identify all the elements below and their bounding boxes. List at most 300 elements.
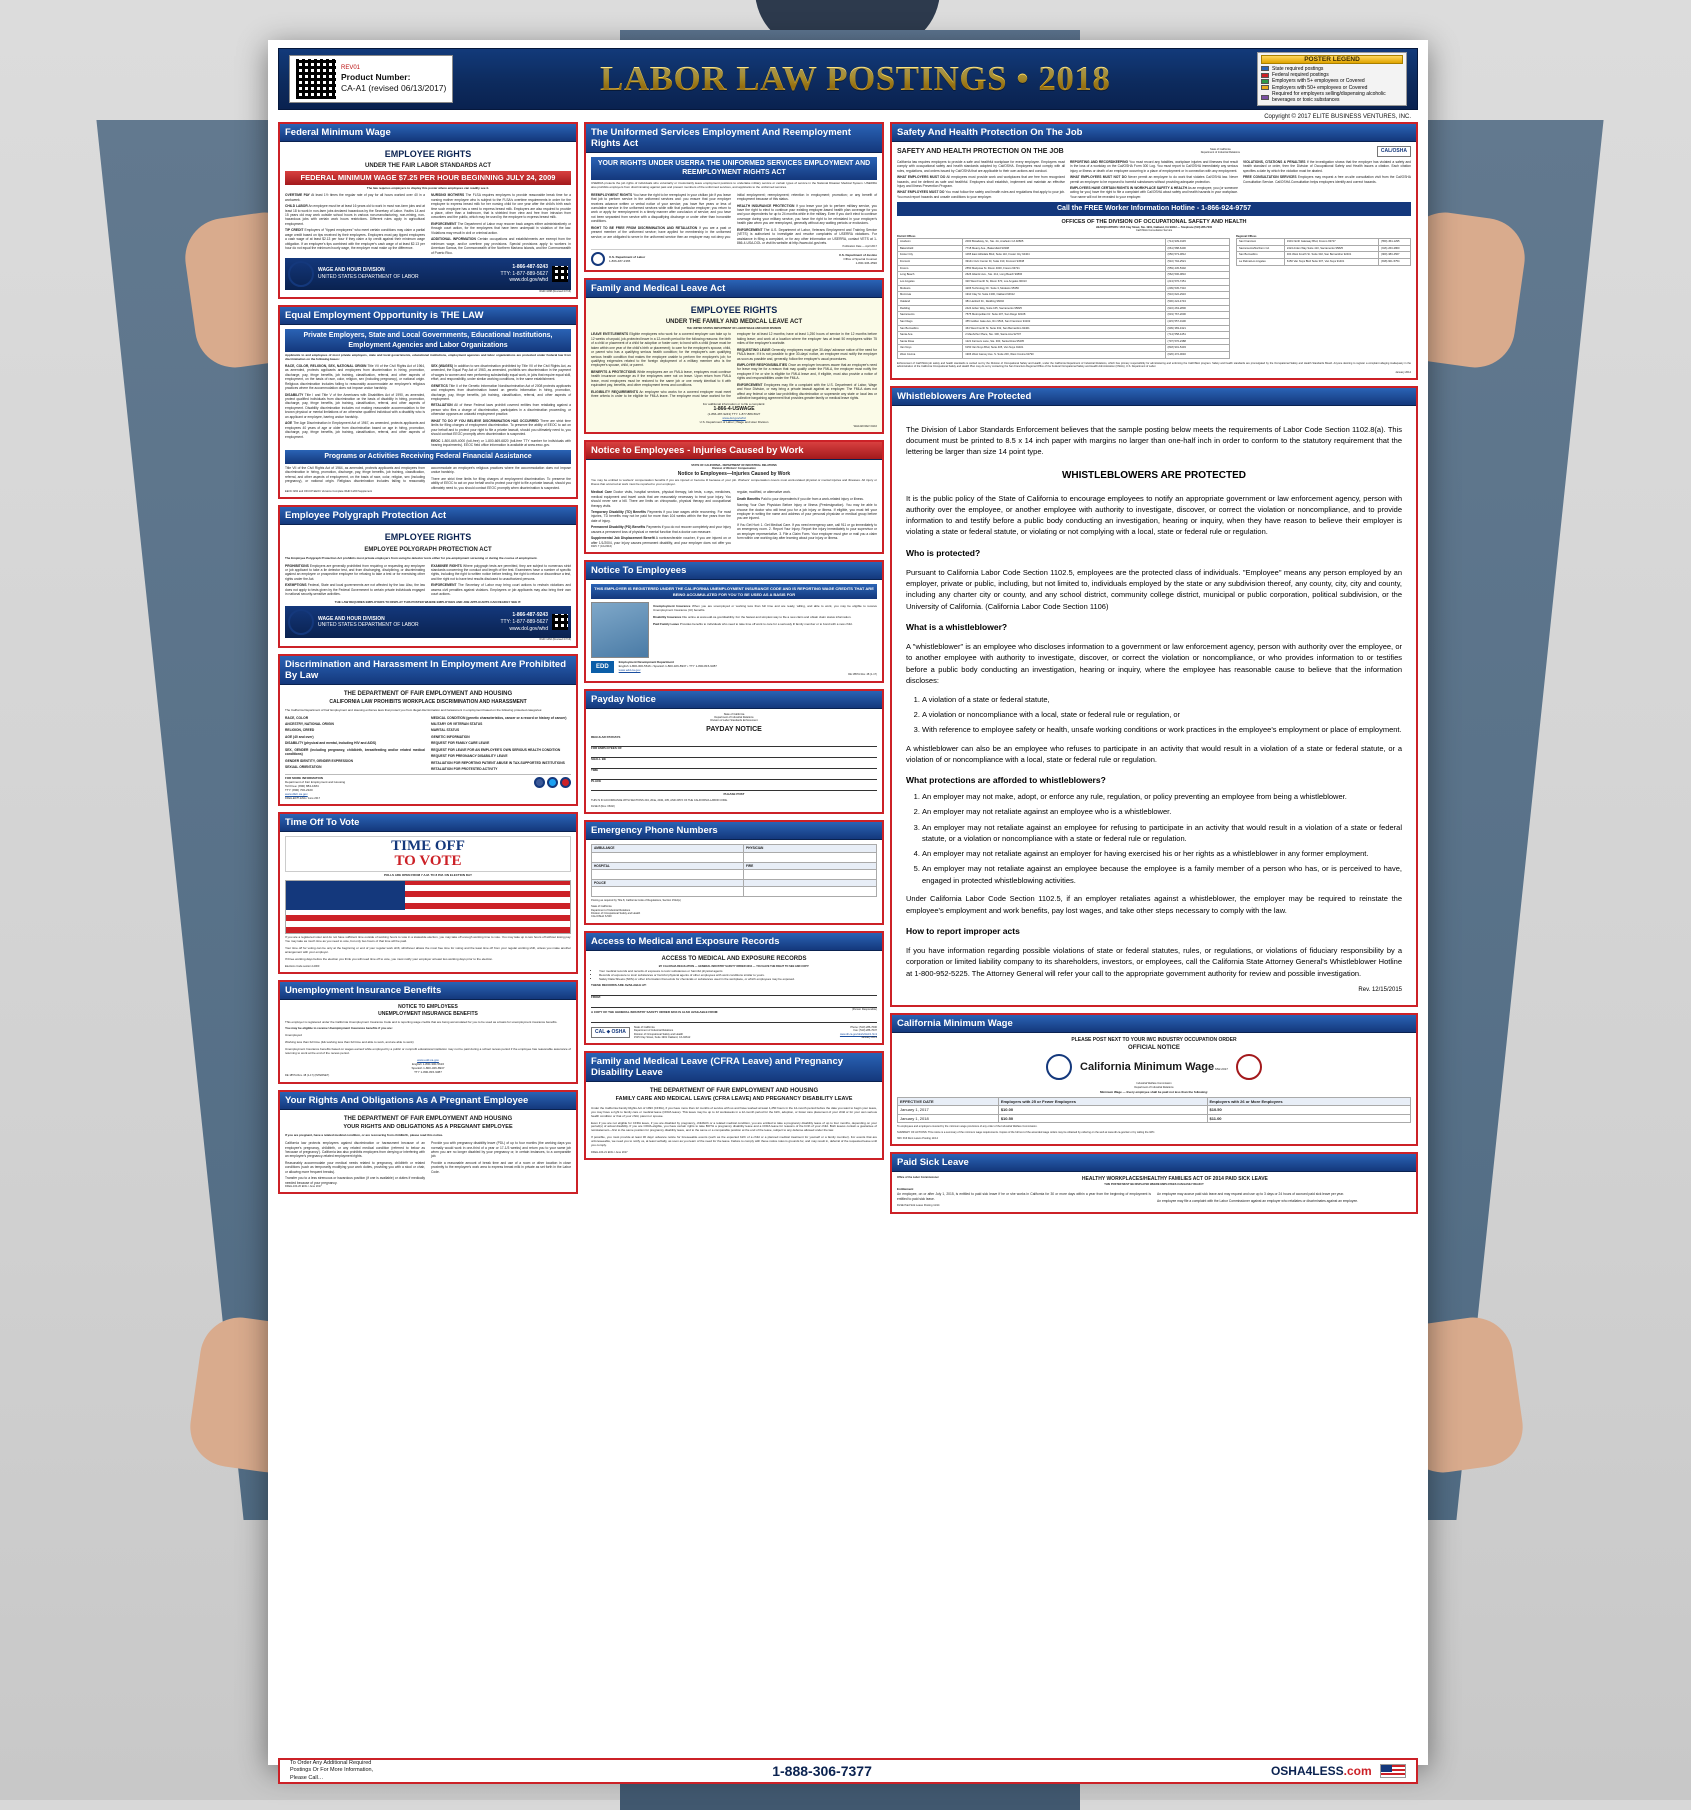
fmla-subheading: UNDER THE FAMILY AND MEDICAL LEAVE ACT xyxy=(665,318,803,325)
acc-date: January 2013 xyxy=(861,1035,877,1039)
legend-title: POSTER LEGEND xyxy=(1261,55,1403,64)
eeo-s6-h: WHAT TO DO IF YOU BELIEVE DISCRIMINATION HAS OCCURRED xyxy=(431,418,539,423)
inj-b4-t: Paid to your dependents if you die from a work-related injury or illness. xyxy=(761,496,864,501)
wb-a2-item-2: 3. With reference to employee safety or health, unsafe working conditions or work practices in the employee's employment or place of employment. xyxy=(922,724,1402,735)
disc-cat-13: REQUEST FOR LEAVE FOR AN EMPLOYEE'S OWN SERIOUS HEALTH CONDITION xyxy=(431,747,561,752)
fmla-web[interactable]: www.dol.gov/whd xyxy=(722,415,746,420)
emerg-input-0[interactable] xyxy=(592,852,744,862)
panel-title-userra: The Uniformed Services Employment And Reemployment Rights Act xyxy=(586,124,882,153)
inj-b3-t: A nontransferable voucher, if you are injured on or after 1/1/2004, your injury causes permanent disability, and your employer does not offer you regular, modified, or alternative work. xyxy=(591,490,792,545)
nte-phone3[interactable]: TTY 1-800-815-9387 xyxy=(689,664,717,669)
disc-cat-2: RELIGION, CREED xyxy=(285,728,315,733)
sh-consult: Cal/OSHA Consultation Service xyxy=(1135,229,1173,233)
payday-pub: DLSE 8 (Rev. 06/02) xyxy=(591,805,615,809)
panel-whistleblower xyxy=(890,386,1418,1007)
sh-office-5-phone[interactable]: (562) 506-0810 xyxy=(1165,272,1229,279)
panel-title-emergency: Emergency Phone Numbers xyxy=(586,822,882,840)
disc-cat-14: REQUEST FOR PREGNANCY DISABILITY LEAVE xyxy=(431,754,508,759)
sh-office-11-name: Sacramento xyxy=(898,312,963,319)
nte-p0-h: Unemployment Insurance xyxy=(653,604,691,609)
camw-pub: IWC Poll Rent Lawns Posting 11/14 xyxy=(897,1136,938,1140)
fmla-s1-h: BENEFITS & PROTECTIONS xyxy=(591,369,636,374)
sh-office-14-name: Santa Ana xyxy=(898,332,963,339)
sh-office-8-phone[interactable]: (510) 622-2916 xyxy=(1165,292,1229,299)
wb-q3: What protections are afforded to whistleblowers? xyxy=(906,775,1106,786)
payday-state: State of California xyxy=(723,712,745,716)
ui-point-0: Unemployed xyxy=(285,1033,302,1038)
sh-office-7-addr: 4206 Technology Dr. Suite 3, Modesto 95356 xyxy=(963,285,1165,292)
userra-footer5[interactable]: 1-800-336-4590 xyxy=(855,260,877,265)
payday-input-1[interactable] xyxy=(591,751,877,758)
disc-agency: Department of Fair Employment and Housing xyxy=(285,780,346,785)
inj-state: STATE OF CALIFORNIA - DEPARTMENT OF INDUSTRIAL RELATIONS xyxy=(691,463,777,467)
camw-r0-c1: $10.00 xyxy=(998,1106,1207,1114)
sh-office-4-phone[interactable]: (559) 445-5302 xyxy=(1165,265,1229,272)
sh-office-5-name: Long Beach xyxy=(898,272,963,279)
acc-input-0[interactable] xyxy=(591,988,877,996)
panel-paid-sick-leave xyxy=(890,1152,1418,1213)
camw-post-note: PLEASE POST NEXT TO YOUR IWC INDUSTRY OCCUPATION ORDER xyxy=(1071,1037,1237,1044)
time-off-artwork xyxy=(285,836,571,872)
sh-dept: Department of Industrial Relations xyxy=(1200,151,1240,155)
userra-s2-h: HEALTH INSURANCE PROTECTION xyxy=(737,203,795,208)
payday-input-0[interactable] xyxy=(591,740,877,747)
epp-footer-web[interactable]: www.dol.gov/whd xyxy=(509,625,548,632)
sh-reg-0-phone[interactable]: (559) 454-1295 xyxy=(1379,239,1411,246)
panel-safety-health xyxy=(890,122,1418,380)
epp-s0-t: Employers are generally prohibited from requiring or requesting any employee or job applicant to take a lie detector test, and from discharging, disciplining, or discriminating against an employee or prospective employee for refusing to take a test or for exercising other rights under the Act. xyxy=(285,563,425,581)
fmw-note: The law requires employers to display this poster where employees can readily see it. xyxy=(366,186,490,191)
eeo-sub2-title: Programs or Activities Receiving Federal Financial Assistance xyxy=(285,450,571,463)
camw-agency2: Department of Industrial Relations xyxy=(1134,1085,1174,1089)
poster-footer xyxy=(278,1758,1418,1784)
cfra-pub: DFEH-100-21 ENG / June 2017 xyxy=(591,1150,628,1154)
sh-office-12-phone[interactable]: (415) 557-0100 xyxy=(1165,318,1229,325)
copyright-notice: Copyright © 2017 ELITE BUSINESS VENTURES, INC. xyxy=(1264,114,1411,120)
acc-bullet-1: • Records of exposure to toxic substances or harmful physical agents of other employees with work conditions similar to yours. xyxy=(599,974,877,978)
userra-s1-t: If you are a past or present member of the uniformed service; have applied for membership in the uniformed service; or are obligated to serve in the uniformed service then an employer may not deny you: initial employment; reemployment; retention in employment; promotion; or any benefit of employment because of this status. xyxy=(591,192,877,239)
panel-userra xyxy=(584,122,884,272)
nte-web[interactable]: www.edd.ca.gov xyxy=(618,668,641,673)
sh-office-10-addr: 2424 Arden Way, Suite 165, Sacramento 95825 xyxy=(963,305,1165,312)
preg-pub: DFEH-100-20 ENG / June 2017 xyxy=(285,1185,322,1189)
emerg-label-2: HOSPITAL xyxy=(592,862,744,869)
acc-sub: BY CAL/OSHA REGULATION — GENERAL INDUSTRY SAFETY ORDER 3204 — YOU HAVE THE RIGHT TO SEE AND COPY: xyxy=(658,964,810,968)
sh-office-6-addr: 320 West Fourth St, Room 670, Los Angeles 90013 xyxy=(963,279,1165,286)
fmla-s2-t: An employee who works for a covered employer must meet three criteria in order to be eligible for FMLA leave. The employee must have worked for the employer for at least 12 months; have at least 1,250 hours of service in the 12 months before taking leave; and work at a location where the employer has at least 50 employees within 75 miles of the employee's worksite. xyxy=(591,332,877,399)
time-off-title: TIME OFF xyxy=(391,838,465,855)
ui-sub: UNEMPLOYMENT INSURANCE BENEFITS xyxy=(378,1010,478,1017)
userra-pub: Publication Date — April 2017 xyxy=(842,245,877,249)
epp-heading: EMPLOYEE RIGHTS xyxy=(384,532,472,543)
panel-title-time-off-vote: Time Off To Vote xyxy=(280,814,576,832)
product-number-value: CA-A1 (revised 06/13/2017) xyxy=(341,82,447,93)
twitter-icon[interactable] xyxy=(547,777,558,788)
panel-discrimination xyxy=(278,654,578,806)
eeo-s7-t[interactable]: 1-800-669-4000 (toll-free) or 1-800-669-6820 (toll-free TTY number for individuals with hearing impairments). EEOC field office information is available at www.eeoc.gov. xyxy=(431,438,571,447)
sh-office-10-phone[interactable]: (916) 263-2800 xyxy=(1165,305,1229,312)
footer-phone[interactable]: 1-888-306-7377 xyxy=(772,1763,872,1779)
sh-office-3-addr: 39141 Civic Center Dr, Suite 310, Fremont 94538 xyxy=(963,259,1165,266)
qr-code-icon xyxy=(296,59,336,99)
userra-footer3: U.S. Department of Justice xyxy=(838,252,877,257)
cfra-heading: FAMILY CARE AND MEDICAL LEAVE (CFRA LEAVE) AND PREGNANCY DISABILITY LEAVE xyxy=(615,1096,853,1103)
panel-ca-minimum-wage xyxy=(890,1013,1418,1146)
eeo-s6-t: There are strict time limits for filing charges of employment discrimination. To preserve the ability of EEOC to act on your behalf and to protect your right to file a private lawsuit, should you ultimately need to, you should contact EEOC promptly when discrimination is suspected. xyxy=(431,418,571,437)
column-right xyxy=(890,122,1418,1752)
wb-policy: It is the public policy of the State of California to encourage employees to notify an appropriate government or law enforcement agency, person with authority over the employee, or another employee with authority to investigate, discover, or correct the violation or noncompliance, and to provide information to and testify before a public body conducting an investigation, hearing or inquiry, when they have reason to believe their employer is violating a state or federal statute, or violating or not complying with a local, state or federal rule or regulation. xyxy=(906,493,1402,537)
panel-ui-benefits xyxy=(278,980,578,1084)
nte-agency: Employment Development Department xyxy=(618,660,674,665)
cal-osha-badge: CAL/OSHA xyxy=(1377,146,1411,157)
camw-r0-c0: January 1, 2017 xyxy=(898,1106,999,1114)
disc-tty: TTY: (800) 700-2320 xyxy=(285,788,313,793)
camw-r1-c1: $10.50 xyxy=(998,1114,1207,1122)
fmw-footer-org: WAGE AND HOUR DIVISION xyxy=(318,267,385,274)
time-off-title2: TO VOTE xyxy=(394,853,462,870)
us-flag-icon xyxy=(1380,1764,1406,1778)
page-title: LABOR LAW POSTINGS • 2018 xyxy=(453,59,1257,99)
ui-phone-1[interactable]: Spanish 1-800-326-8937 xyxy=(411,1065,445,1070)
payday-input-4[interactable] xyxy=(591,773,877,780)
sh-office-1-name: Bakersfield xyxy=(898,245,963,252)
panel-title-paid-sick-leave: Paid Sick Leave xyxy=(892,1154,1416,1172)
emergency-table xyxy=(591,844,877,897)
sh-office-15-addr: 1221 Farmers Lane, Ste. 300, Santa Rosa 95405 xyxy=(963,338,1165,345)
acc-fax: Fax: (510) 286-7037 xyxy=(853,1029,877,1033)
facebook-icon[interactable] xyxy=(534,777,545,788)
nte-phone1[interactable]: English 1-800-300-5616 xyxy=(618,664,651,669)
ui-pub: DE 1857A Rev. 48 (1-17) (INTERNET) xyxy=(285,1074,330,1078)
panel-title-whistleblower: Whistleblowers Are Protected xyxy=(892,388,1416,406)
footer-line-1: To Order Any Additional Required xyxy=(290,1760,372,1767)
fmw-s1-h: CHILD LABOR xyxy=(285,204,308,209)
emerg-state: State of California xyxy=(591,905,612,909)
wb-a3-end: Under California Labor Code Section 1102.5, if an employer retaliates against a whistleblower, the employer may be required to reinstate the employee's employment and work benefits, pay lost wages, and take other steps necessary to comply with the law. xyxy=(906,894,1402,915)
sh-s1-t: You must follow the safety and health rules and regulations that apply to your job. You must report hazards and unsafe conditions to your employer. xyxy=(897,190,1066,199)
fmw-s2-h: TIP CREDIT xyxy=(285,228,304,233)
epp-s0-h: PROHIBITIONS xyxy=(285,563,309,568)
panel-emergency-phone xyxy=(584,820,884,924)
panel-title-pregnant: Your Rights And Obligations As A Pregnant Employee xyxy=(280,1092,576,1110)
panel-title-federal-minimum-wage: Federal Minimum Wage xyxy=(280,124,576,142)
preg-s2: Provide you with pregnancy disability leave (PDL) of up to four months (the working days you normally would work in one-third of a year or 17-1/3 weeks) and return you to your same job when you are no longer disabled by your pregnancy or, in certain instances, to a comparable job. xyxy=(431,1141,571,1159)
sh-office-1-phone[interactable]: (661) 588-6400 xyxy=(1165,245,1229,252)
eeo-s5-h: RETALIATION xyxy=(431,403,453,408)
sh-s6-h: FREE CONSULTATION SERVICES xyxy=(1243,175,1297,180)
sh-office-8-addr: 1910 Clay St. Suite 1300, Oakland 94612 xyxy=(963,292,1165,299)
emerg-input-1[interactable] xyxy=(743,852,876,862)
camw-note: To employees and employers covered by the minimum wage provisions of any order of the Industrial Welfare Commission. xyxy=(897,1125,1038,1129)
fmw-pub: WHD 1088 (Revised 07/16) xyxy=(539,289,571,293)
notice-photo xyxy=(591,602,649,658)
psl-heading: HEALTHY WORKPLACES/HEALTHY FAMILIES ACT OF 2014 PAID SICK LEAVE xyxy=(1081,1176,1268,1183)
sh-office-15-phone[interactable]: (707) 576-2388 xyxy=(1165,338,1229,345)
fmw-footer-web[interactable]: www.dol.gov/whd xyxy=(509,277,548,284)
fmw-s1-t: An employee must be at least 16 years old to work in most non-farm jobs and at least 18 to work in non-farm jobs declared hazardous by the Secretary of Labor. Youths 14 and 15 years old may work outside school hours in various non-manufacturing, non-mining, non-hazardous jobs with certain work hours restrictions. Different rules apply in agricultural employment. xyxy=(285,204,426,226)
inj-b0-h: Medical Care xyxy=(591,490,612,495)
footer-brand[interactable]: OSHA4LESS xyxy=(1270,1763,1344,1778)
sh-footer: Enforcement of Cal/OSHA job safety and health standards is carried out by the Division of Occupational Safety and Health, under the California Department of Industrial Relations, which has primary responsibility for administering and enforcing the Cal/OSHA program. Safety and health standards are promulgated by the Occupational Safety and Health Standards Board. Anyone desiring to register a complaint alleging inadequacy in the administration of the California Occupational Safety and Health Plan may do so by contacting the San Francisco Regional Office of the Federal Occupational Safety and Health Administration (OSHA), U.S. Department of Labor. xyxy=(897,361,1411,369)
fmw-footer-org2: UNITED STATES DEPARTMENT OF LABOR xyxy=(318,273,419,280)
eeo-intro: Applicants to and employees of most private employers, state and local governments, educational institutions, employment agencies and labor organizations are protected under Federal law from discrimination on the following bases: xyxy=(285,353,571,362)
ui-point-1: Working less than full time (&& working less than full time and able to work, and are able to work) xyxy=(285,1040,414,1045)
ui-phone-0[interactable]: English 1-800-300-5616 xyxy=(411,1061,445,1066)
nte-phone2[interactable]: Spanish 1-800-326-8937 xyxy=(653,664,687,669)
panel-fmla xyxy=(584,278,884,434)
panel-title-safety-health: Safety And Health Protection On The Job xyxy=(892,124,1416,142)
poster-legend xyxy=(1257,52,1407,107)
panel-title-notice-employees: Notice To Employees xyxy=(586,562,882,580)
panel-title-cfra: Family and Medical Leave (CFRA Leave) and Pregnancy Disability Leave xyxy=(586,1053,882,1082)
fmw-wage-bar: FEDERAL MINIMUM WAGE $7.25 PER HOUR BEGINNING JULY 24, 2009 xyxy=(285,171,571,185)
sh-office-12-addr: 455 Golden Gate Ave, Rm 9516, San Francisco 94102 xyxy=(963,318,1165,325)
userra-footer4: Office of Special Counsel xyxy=(843,256,877,261)
fmw-footer-tty: TTY: 1-877-889-5627 xyxy=(500,270,548,277)
sh-office-16-phone[interactable]: (818) 901-5403 xyxy=(1165,345,1229,352)
preg-heading: YOUR RIGHTS AND OBLIGATIONS AS A PREGNANT EMPLOYEE xyxy=(343,1123,513,1130)
fmw-s3-h: NURSING MOTHERS xyxy=(431,193,465,198)
wb-a2: A "whistleblower" is an employee who discloses information to a government or law enforcement agency, person with authority over the employee, or to another employee with authority to investigate, discover, or correct the violation or noncompliance, or who provides information to or testifies before a public body conducting an investigation, hearing or inquiry, where the employee has reasonable cause to believe that the information discloses: xyxy=(906,642,1402,685)
psl-pub: DLSE Paid Sick Leave Posting 11/14 xyxy=(897,1204,940,1208)
emerg-label-0: AMBULANCE xyxy=(592,845,744,852)
userra-s3-t: The U.S. Department of Labor, Veterans Employment and Training Service (VETS) is authorized to investigate and resolve complaints of USERRA violations. For assistance in filing a complaint, or for any other information on USERRA, contact VETS at 1-866-4-USA-DOL or visit its website at http://www.dol.gov/vets. xyxy=(737,227,877,246)
payday-input-5[interactable] xyxy=(591,784,877,791)
sh-office-0-phone[interactable]: (714) 939-0145 xyxy=(1165,239,1229,246)
fmw-s5-t: Certain occupations and establishments are exempt from the minimum wage, and/or overtime pay provisions. Special provisions apply to workers in American Samoa, the Commonwealth of the Northern Mariana Islands, and the Commonwealth of Puerto Rico. xyxy=(431,237,572,255)
sh-office-10-name: Redding xyxy=(898,305,963,312)
sh-s3-h: WHAT EMPLOYEES MUST NOT DO xyxy=(1070,175,1127,180)
legend-swatch-50plus xyxy=(1261,85,1269,90)
payday-input-2[interactable] xyxy=(591,762,877,769)
acc-web[interactable]: www.dir.ca.gov/dosh/dosh1.html xyxy=(839,1032,877,1036)
eeo-s0-h: RACE, COLOR, RELIGION, SEX, NATIONAL ORIGIN xyxy=(285,363,367,368)
preg-dept: THE DEPARTMENT OF FAIR EMPLOYMENT AND HOUSING xyxy=(343,1115,513,1122)
sh-office-13-name: San Bernardino xyxy=(898,325,963,332)
ui-phone-2[interactable]: TTY 1-800-815-9387 xyxy=(414,1069,442,1074)
camw-th-1: Employers with 25 or Fewer Employees xyxy=(998,1097,1207,1105)
sh-s3-t: Never permit an employee to do work that violates Cal/OSHA law. Never permit an employee to be exposed to harmful substances without providing adequate protection. xyxy=(1070,175,1238,184)
disc-cat-6: GENDER IDENTITY, GENDER EXPRESSION xyxy=(285,758,353,763)
panel-cfra xyxy=(584,1051,884,1160)
fmla-s5-t: Employees may file a complaint with the U.S. Department of Labor, Wage and Hour Division, or may bring a private lawsuit against an employer. The FMLA does not affect any federal or state law prohibiting discrimination or supersede any state or local law or collective bargaining agreement that provides greater family or medical leave rights. xyxy=(737,382,877,401)
fmla-agency-line: U.S. Department of Labor | Wage and Hour Division xyxy=(699,419,769,424)
panel-eeo xyxy=(278,305,578,499)
sh-reg-2-phone[interactable]: (909) 383-4567 xyxy=(1379,252,1411,259)
fmla-phone[interactable]: 1-866-4-USWAGE xyxy=(713,406,755,413)
time-off-code: Elections Code section 14000 xyxy=(285,964,320,968)
sh-office-16-addr: 6150 Van Nuys Blvd, Suite 405, Van Nuys 91401 xyxy=(963,345,1165,352)
cfra-body3: If possible, you must provide at least 30 days' advance notice for foreseeable events (such as the expected birth of a child or a planned medical treatment for yourself or a family member). For events that are unforeseeable, we need you to notify us, at least verbally, as soon as you learn of the need for the leave. Failure to comply with these notice rules is grounds for, and may result in, deferral of the requested leave until you comply. xyxy=(591,1135,877,1147)
epp-s2-h: EXAMINEE RIGHTS xyxy=(431,563,462,568)
disc-cat-9: MILITARY OR VETERAN STATUS xyxy=(431,721,483,726)
wb-q1: Who is protected? xyxy=(906,547,981,558)
disc-cat-4: DISABILITY (physical and mental, including HIV and AIDS) xyxy=(285,741,377,746)
panel-title-ui-benefits: Unemployment Insurance Benefits xyxy=(280,982,576,1000)
panel-polygraph xyxy=(278,505,578,647)
wb-a1: Pursuant to California Labor Code Section 1102.5, employees are the protected class of individuals. "Employee" means any person employed by an employer, private or public, including, but not limited to, individuals employed by the state or any subdivision thereof, any county, city, city and county, including any charter city or county, and any school district, community college district, municipal or public corporation, political subdivision, or the University of California. (California Labor Code Section 1106) xyxy=(906,567,1402,611)
sh-heading: SAFETY AND HEALTH PROTECTION ON THE JOB xyxy=(897,147,1064,155)
acc-dept: Department of Industrial Relations xyxy=(633,1029,674,1033)
wb-a2-item-0: 1. A violation of a state or federal statute, xyxy=(922,694,1402,705)
camw-th-2: Employers with 26 or More Employees xyxy=(1207,1097,1411,1105)
wb-a2-end: A whistleblower can also be an employee who refuses to participate in an activity that would result in a violation of a state or federal statute, or a violation of or noncompliance with a local, state or federal rule or regulation. xyxy=(906,743,1402,765)
epp-footer-org: WAGE AND HOUR DIVISION xyxy=(318,615,385,622)
acc-address: 1515 Clay Street, Suite 1901 Oakland, CA 94612 xyxy=(633,1035,691,1039)
legend-swatch-state xyxy=(1261,66,1269,71)
payday-field-1: FOR EMPLOYEES OF xyxy=(591,746,622,751)
sh-hotline[interactable]: Call the FREE Worker Information Hotline - 1-866-924-9757 xyxy=(897,202,1411,215)
eeo-s2-h: AGE xyxy=(285,421,293,426)
sh-reg-1-phone[interactable]: (916) 263-2800 xyxy=(1379,245,1411,252)
footer-brand-suffix[interactable]: .com xyxy=(1343,1763,1372,1778)
sh-office-4-addr: 2550 Mariposa St. Room 4000, Fresno 93721 xyxy=(963,265,1165,272)
payday-law: THIS IS IN ACCORDANCE WITH SECTIONS 204, 204a, 204b, 205, AND 205.5 OF THE CALIFORNIA LABOR CODE. xyxy=(591,799,728,803)
acc-input-2[interactable] xyxy=(591,1015,877,1023)
sh-office-5-addr: 2626 Atlantic Ave., Ste. 212, Long Beach 90806 xyxy=(963,272,1165,279)
camw-intro: Minimum Wage — Every employee shall be paid not less than the following: xyxy=(1099,1089,1209,1094)
table-row xyxy=(898,1106,1411,1114)
eeo-s0b-t: Title VII of the Civil Rights Act of 1964, as amended, protects applicants and employees from discrimination in hiring, promotion, discharge, pay, fringe benefits, job training, classification, referral, and other aspects of employment, on the basis of race, color, religion, sex (including pregnancy), or national origin. Religious discrimination includes failing to reasonably accommodate an employee's religious practices where the accommodation does not impose undue hardship. xyxy=(285,465,571,484)
wb-a3-item-3: 4. An employer may not retaliate against an employer for having exercised his or her rights as a whistleblower in any former employment. xyxy=(922,848,1402,859)
acc-phone[interactable]: Phone: (510) 286-7000 xyxy=(850,1025,877,1029)
eeo-s4-h: GENETICS xyxy=(431,383,448,388)
legend-swatch-5plus xyxy=(1261,79,1269,84)
sh-s0-h: WHAT EMPLOYERS MUST DO xyxy=(897,175,946,180)
nte-heading: THIS EMPLOYER IS REGISTERED UNDER THE CALIFORNIA UNEMPLOYMENT INSURANCE CODE AND IS REPORTING WAGE CREDITS THAT ARE BEING ACCUMULATED FOR YOU TO BE USED AS A BASIS FOR xyxy=(591,584,877,599)
emerg-input-2[interactable] xyxy=(592,870,744,880)
epp-footer-phone[interactable]: 1-866-487-9243 xyxy=(512,612,548,619)
sh-office-13-phone[interactable]: (909) 383-4321 xyxy=(1165,325,1229,332)
ca-state-seal-icon xyxy=(1046,1054,1072,1080)
fmw-heading: EMPLOYEE RIGHTS xyxy=(384,149,472,159)
legend-swatch-alcohol xyxy=(1261,95,1269,100)
emerg-input-4[interactable] xyxy=(592,887,744,897)
emerg-posting-note: Posting as required by Title 8, California Code of Regulations, Section 1512(e) xyxy=(591,899,681,903)
sh-reg-3-addr: 6150 Van Nuys Blvd Suite 307, Van Nuys 91401 xyxy=(1284,259,1378,266)
sh-reg-3-phone[interactable]: (818) 901-5754 xyxy=(1379,259,1411,266)
panel-title-injuries: Notice to Employees - Injuries Caused by Work xyxy=(586,442,882,460)
disc-web[interactable]: www.dfeh.ca.gov xyxy=(285,792,308,797)
product-number-box xyxy=(289,55,453,103)
sh-s2-h: REPORTING AND RECORDKEEPING xyxy=(1070,159,1129,164)
fmla-tty: (1-866-487-9243) TTY: 1-877-889-5627 xyxy=(707,411,761,416)
emerg-input-3[interactable] xyxy=(743,870,876,880)
disc-phone[interactable]: Toll Free: (800) 884-1684 xyxy=(285,784,319,789)
disc-cat-12: REQUEST FOR FAMILY CARE LEAVE xyxy=(431,741,490,746)
camw-official: OFFICIAL NOTICE xyxy=(1128,1045,1180,1052)
sh-office-14-phone[interactable]: (714) 558-4451 xyxy=(1165,332,1229,339)
wb-a3-item-1: 2. An employer may not retaliate against an employee who is a whistleblower. xyxy=(922,806,1402,817)
sh-reg-3-name: La Palma/Los Angeles xyxy=(1237,259,1285,266)
ui-web[interactable]: www.edd.ca.gov xyxy=(417,1057,439,1062)
camw-th-0: EFFECTIVE DATE xyxy=(898,1097,999,1105)
inj-b0-t: Doctor visits, hospital services, physical therapy, lab tests, x-rays, medicines, medical equipment and travel costs that are reasonably necessary to treat your injury. You should never see a bill. There are limits on chiropractic, physical therapy and occupational therapy visits. xyxy=(591,490,732,508)
labor-law-poster xyxy=(268,40,1428,1781)
sh-office-17-phone[interactable]: (626) 472-0046 xyxy=(1165,352,1229,359)
dol-seal-icon-3 xyxy=(591,252,605,266)
disc-cat-1: ANCESTRY, NATIONAL ORIGIN xyxy=(285,721,334,726)
sh-offices-title: OFFICES OF THE DIVISION OF OCCUPATIONAL SAFETY AND HEALTH xyxy=(1061,218,1247,225)
fmla-s4-t: Once an employer becomes aware that an employee's need for leave may be for a reason that may qualify under the FMLA, the employer must notify the employee if he or she is eligible for FMLA leave and, if eligible, must also provide a notice of rights and responsibilities under the FMLA. xyxy=(737,363,878,381)
wb-a2-item-1: 2. A violation or noncompliance with a local, state or federal rule or regulation, or xyxy=(922,709,1402,720)
sh-office-3-phone[interactable]: (510) 794-2521 xyxy=(1165,259,1229,266)
ui-point-2: Unemployment Insurance benefits based on wages earned while employed by a public or nonprofit educational institution may not be paid during a school recess period if the employee has reasonable assurance of returning to work at the end of the recess period. xyxy=(285,1047,571,1055)
fmla-s1-t: While employees are on FMLA leave, employers must continue health insurance coverage as if the employees were not on leave. Upon return from FMLA leave, most employees must be restored to the same job or one nearly identical to it with equivalent pay, benefits, and other employment terms and conditions. xyxy=(591,369,731,388)
dol-seal-icon-2 xyxy=(288,609,314,635)
fmw-footer-phone[interactable]: 1-866-487-9243 xyxy=(512,263,548,270)
disc-cat-7: SEXUAL ORIENTATION xyxy=(285,765,322,770)
payday-field-0: REGULAR PAYDAYS xyxy=(591,735,621,740)
wb-a3-item-2: 3. An employer may not retaliate against an employee for refusing to participate in an activity that would result in a violation of a state or federal statute, or a violation or noncompliance with a state or federal rule or regulation. xyxy=(922,822,1402,845)
sh-office-1-addr: 7718 Meany Ave., Bakersfield 93308 xyxy=(963,245,1165,252)
time-off-body-2: If three working days before the election you think you will need time off to vote, you must notify your employer at least two working days prior to the election. xyxy=(285,956,493,961)
fmw-s5-h: ADDITIONAL INFORMATION xyxy=(431,237,476,242)
poster-header xyxy=(278,48,1418,120)
eeo-s1-h: DISABILITY xyxy=(285,392,304,397)
sh-reg-0-name: San Francisco xyxy=(1237,239,1285,246)
acc-input-1[interactable] xyxy=(591,1000,877,1008)
wb-intro: The Division of Labor Standards Enforcement believes that the sample posting below meets the requirements of Labor Code Section 1102.8(a). This document must be printed to 8.5 x 14 inch paper with margins no larger than one-half inch in order to conform to the statutory requirement that the lettering be larger than size 14 point type. xyxy=(906,424,1402,457)
nte-pub: DE 1857A Rev. 48 (1-17) xyxy=(848,673,877,677)
inj-b3-h: Supplemental Job Displacement Benefit xyxy=(591,536,655,541)
eeo-s4-t: Title II of the Genetic Information Nondiscrimination Act of 2008 protects applicants and employees from discrimination based on genetic information in hiring, promotion, discharge, pay, fringe benefits, job training, classification, referral, and other aspects of employment. xyxy=(431,383,571,402)
nte-p2-t: Provides benefits to individuals who need to take time off work to care for a seriously ill family member or to bond with a new child. xyxy=(679,621,853,626)
sh-office-0-name: Anaheim xyxy=(898,239,963,246)
sh-office-11-phone[interactable]: (619) 767-2000 xyxy=(1165,312,1229,319)
userra-footer2[interactable]: 1-866-487-2365 xyxy=(609,258,631,263)
sh-office-16-name: Van Nuys xyxy=(898,345,963,352)
camw-table xyxy=(897,1097,1411,1123)
sh-office-2-phone[interactable]: (650) 573-3812 xyxy=(1165,252,1229,259)
sh-office-9-phone[interactable]: (530) 224-4743 xyxy=(1165,298,1229,305)
eeo-subtitle: Private Employers, State and Local Governments, Educational Institutions, Employment Agencies and Labor Organizations xyxy=(285,329,571,352)
inj-pub: DWC 7 (1/1/2016) xyxy=(591,545,612,549)
youtube-icon[interactable] xyxy=(560,777,571,788)
eeo-s3-t: In addition to sex discrimination prohibited by Title VII of the Civil Rights Act, as amended, the Equal Pay Act of 1963, as amended, prohibits sex discrimination in the payment of wages to women and men performing substantially equal work, in jobs that require equal skill, effort, and responsibility, under similar working conditions, in the same establishment. xyxy=(431,363,572,382)
acc-field-2: A COPY OF THE GENERAL INDUSTRY SAFETY ORDER 3204 IS ALSO AVAILABLE FROM: xyxy=(591,1009,719,1014)
epp-s1-t: Federal, State and local governments are not affected by the law. Also, the law does not apply to tests given by the Federal Government to certain private individuals engaged in national security-sensitive activities. xyxy=(285,583,426,597)
legend-item-3: Employers with 50+ employees or Covered xyxy=(1272,84,1368,91)
fmw-s4-h: ENFORCEMENT xyxy=(431,221,457,226)
fmw-subheading: UNDER THE FAIR LABOR STANDARDS ACT xyxy=(365,163,491,170)
camw-code: MW-2017 xyxy=(1215,1066,1228,1071)
sh-office-6-phone[interactable]: (213) 576-7451 xyxy=(1165,279,1229,286)
sh-reg-2-addr: 464 West Fourth St. Suite 332, San Bernardino 92401 xyxy=(1284,252,1378,259)
fmw-s2-t: Employers of "tipped employees" who meet certain conditions may claim a partial wage credit based on tips received by their employees. Employers must pay tipped employees a cash wage of at least $2.13 per hour if they claim a tip credit against their minimum wage obligation. If an employee's tips combined with the employer's cash wage of at least $2.13 per hour do not equal the minimum hourly wage, the employer must make up the difference. xyxy=(285,228,425,251)
disc-intro: The California Department of Fair Employment and Housing enforces laws that protect you from illegal discrimination and harassment in employment based on the following protected categories: xyxy=(285,707,543,712)
epp-footer-tty: TTY: 1-877-889-5627 xyxy=(500,619,548,626)
sh-office-7-phone[interactable]: (209) 545-7310 xyxy=(1165,285,1229,292)
inj-division: Division of Workers' Compensation xyxy=(712,467,756,471)
panel-payday xyxy=(584,689,884,815)
emerg-dept: Department of Industrial Relations xyxy=(591,908,631,912)
fmla-s5-h: ENFORCEMENT xyxy=(737,382,763,387)
nte-p2-h: Paid Family Leave xyxy=(653,621,680,626)
userra-s1-h: RIGHT TO BE FREE FROM DISCRIMINATION AND RETALIATION xyxy=(591,225,698,230)
psl-e1: An employee may accrue paid sick leave and may request and use up to 3 days or 24 hours of accrued paid sick leave per year. xyxy=(1157,1192,1344,1197)
sh-office-6-name: Los Angeles xyxy=(898,279,963,286)
cfra-body: Under the California Family Rights Act of 1993 (CFRA), if you have more than 12 months of service with us and have worked at least 1,250 hours in the 12-month period before the date you want to begin your leave, you may have a right to family care or medical leave (CFRA leave). This leave may be up to 12 workweeks in a 12-month period for the birth, adoption, or foster care placement of your child or for your own serious health condition or that of your child, parent or spouse. xyxy=(591,1105,877,1118)
emerg-pub: CAL/OSHA S-500 xyxy=(591,915,612,919)
sh-office-0-addr: 2000 Broadway, St., Ste. 4A, Anaheim CA 92805 xyxy=(963,239,1165,246)
time-off-body-0: If you are a registered voter and do not have sufficient time outside of working hours to vote in a statewide election, you may take off enough working time to vote. You may take up to two hours off without losing pay. You may take as much time as you need to vote, but only two hours of that time will be paid. xyxy=(285,935,571,944)
fmw-s0-t: At least 1½ times the regular rate of pay for all hours worked over 40 in a workweek. xyxy=(285,193,425,202)
panel-title-eeo: Equal Employment Opportunity is THE LAW xyxy=(280,307,576,325)
sh-state: State of California xyxy=(1209,148,1231,152)
sh-offices-table xyxy=(897,238,1230,359)
fmla-agency: THE UNITED STATES DEPARTMENT OF LABOR WAGE AND HOUR DIVISION xyxy=(686,327,782,331)
